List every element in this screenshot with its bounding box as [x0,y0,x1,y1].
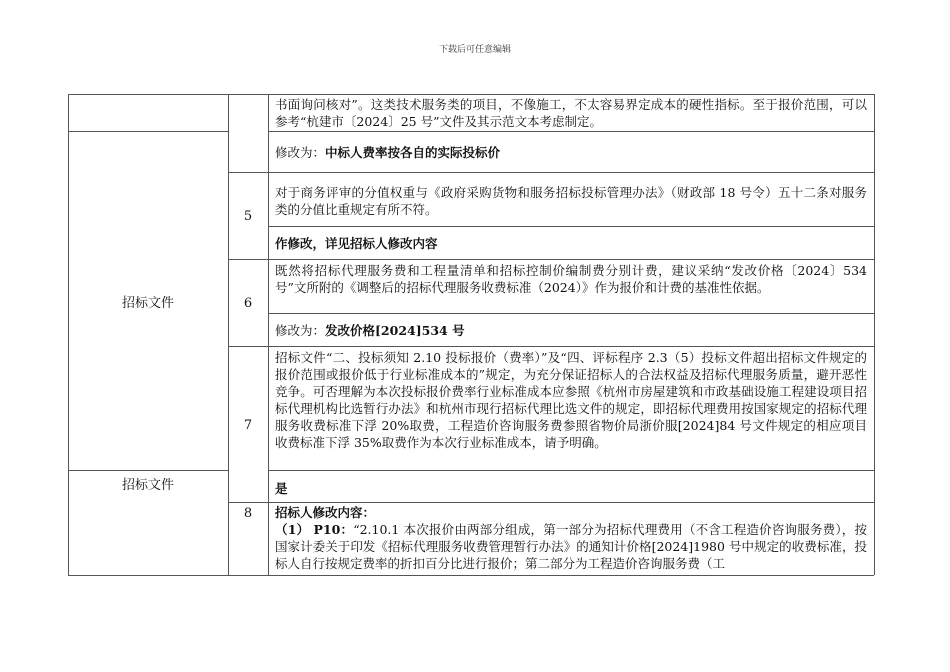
item-page: P10： [313,522,354,537]
row-number-6: 6 [243,296,253,311]
row-number-5: 5 [243,209,253,224]
reply-prefix: 修改为： [275,145,326,160]
reply-text [275,322,867,339]
reply-text [275,480,867,497]
reply-text [275,235,867,252]
page-header: 下载后可任意编辑 [438,45,511,55]
reply-bold: 是 [275,481,288,496]
question-text: 对于商务评审的分值权重与《政府采购货物和服务招标投标管理办法》（财政部 18 号令）五十二条对服务类的分值比重规定有所不符。 [275,185,867,217]
question-text: 既然将招标代理服务费和工程量清单和招标控制价编制费分别计费，建议采纳“发改价格〔2024〕534 号”文所附的《调整后的招标代理服务收费标准（2024）》作为报价和计费的基准性依据。 [275,263,867,295]
item-label: （1） [275,522,310,537]
section-label-bidding-docs: 招标文件 [121,296,174,311]
reply-text [275,144,867,161]
row-number-7: 7 [243,418,253,433]
reply-title [275,504,867,521]
amendment-body: “2.10.1 本次报价由两部分组成，第一部分为招标代理费用（不含工程造价咨询服务费），按国家计委关于印发《招标代理服务收费管理暂行办法》的通知计价格[2024]1980 号中规定的收费标准，投标人自行按规定费率的折扣百分比进行报价；第二部分为工程造价咨询服务费（工 [275,522,868,571]
reply-title-text: 招标人修改内容： [275,505,376,520]
reply-prefix: 修改为： [275,323,326,338]
amendment-text [275,521,867,572]
question-text: 书面询问核对”。这类技术服务类的项目，不像施工，不太容易界定成本的硬性指标。至于报价范围，可以参考“杭建市〔2024〕25 号”文件及其示范文本考虑制定。 [275,97,867,129]
row-number-8: 8 [243,506,253,521]
question-text: 招标文件“二、投标须知 2.10 投标报价（费率）”及“四、评标程序 2.3（5）投标文件超出招标文件规定的报价范围或报价低于行业标准成本的”规定，为充分保证招标人的合法权益及招标代理服务质量，避开恶性竞争。可否理解为本次投标报价费率行业标准成本应参照《杭州市房屋建筑和市政基础设施工程建设项目招标代理机构比选暂行办法》和杭州市现行招标代理比选文件的规定，即招标代理费用按国家规定的招标代理服务收费标准下浮 20%取费，工程造价咨询服务费参照省物价局浙价服[2024]84 号文件规定的相应项目收费标准下浮 35%取费作为本次行业标准成本，请予明确。 [275,350,867,450]
section-label-bidding-docs-2: 招标文件 [121,478,174,493]
reply-bold: 作修改，详见招标人修改内容 [275,236,438,251]
reply-bold: 中标人费率按各自的实际投标价 [325,145,501,160]
reply-bold: 发改价格[2024]534 号 [325,323,465,338]
